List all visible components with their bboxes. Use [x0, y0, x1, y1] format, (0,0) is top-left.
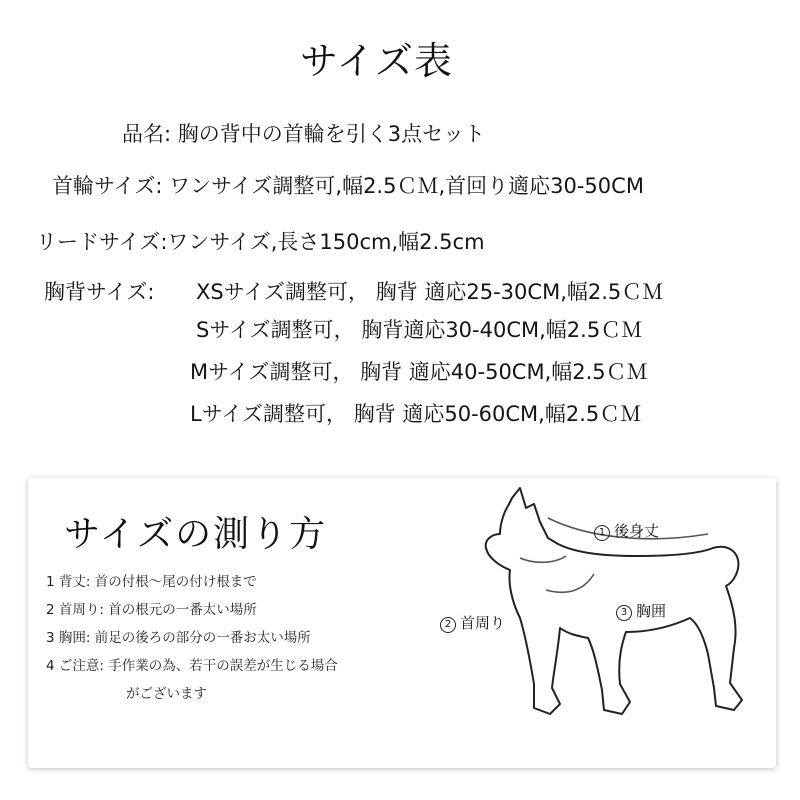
label-neck: 2 首周り — [440, 612, 505, 633]
leash-size-line: リードサイズ:ワンサイズ,長さ150cm,幅2.5cm — [36, 230, 485, 254]
note-caution: 4 ご注意: 手作業の為、若干の誤差が生じる場合 — [46, 658, 338, 674]
note-neck: 2 首周り: 首の根元の一番太い場所 — [46, 602, 257, 618]
product-name-line: 品名: 胸の背中の首輪を引く3点セット — [122, 122, 486, 146]
chest-size-l: Lサイズ調整可， 胸背 適応50-60CM,幅2.5ＣＭ — [190, 402, 642, 426]
chest-size-label: 胸背サイズ: — [44, 280, 155, 304]
label-back-length: 1 後身丈 — [594, 520, 659, 541]
collar-size-line: 首輪サイズ: ワンサイズ調整可,幅2.5ＣＭ,首回り適応30-50CM — [52, 174, 644, 198]
measure-title: サイズの測り方 — [64, 514, 328, 555]
label-chest: 3 胸囲 — [616, 600, 666, 621]
dog-diagram — [408, 478, 776, 768]
page-title: サイズ表 — [300, 39, 453, 83]
note-caution-cont: がございます — [126, 686, 207, 702]
chest-size-m: Mサイズ調整可， 胸背 適応40-50CM,幅2.5ＣＭ — [190, 360, 648, 384]
note-chest: 3 胸囲: 前足の後ろの部分の一番お太い場所 — [46, 630, 311, 646]
chest-size-xs: XSサイズ調整可， 胸背 適応25-30CM,幅2.5ＣＭ — [196, 280, 664, 304]
chest-size-s: Sサイズ調整可， 胸背適応30-40CM,幅2.5ＣＭ — [196, 318, 643, 342]
measure-card — [28, 478, 776, 768]
note-back-length: 1 背丈: 首の付根～尾の付け根まで — [46, 574, 257, 590]
